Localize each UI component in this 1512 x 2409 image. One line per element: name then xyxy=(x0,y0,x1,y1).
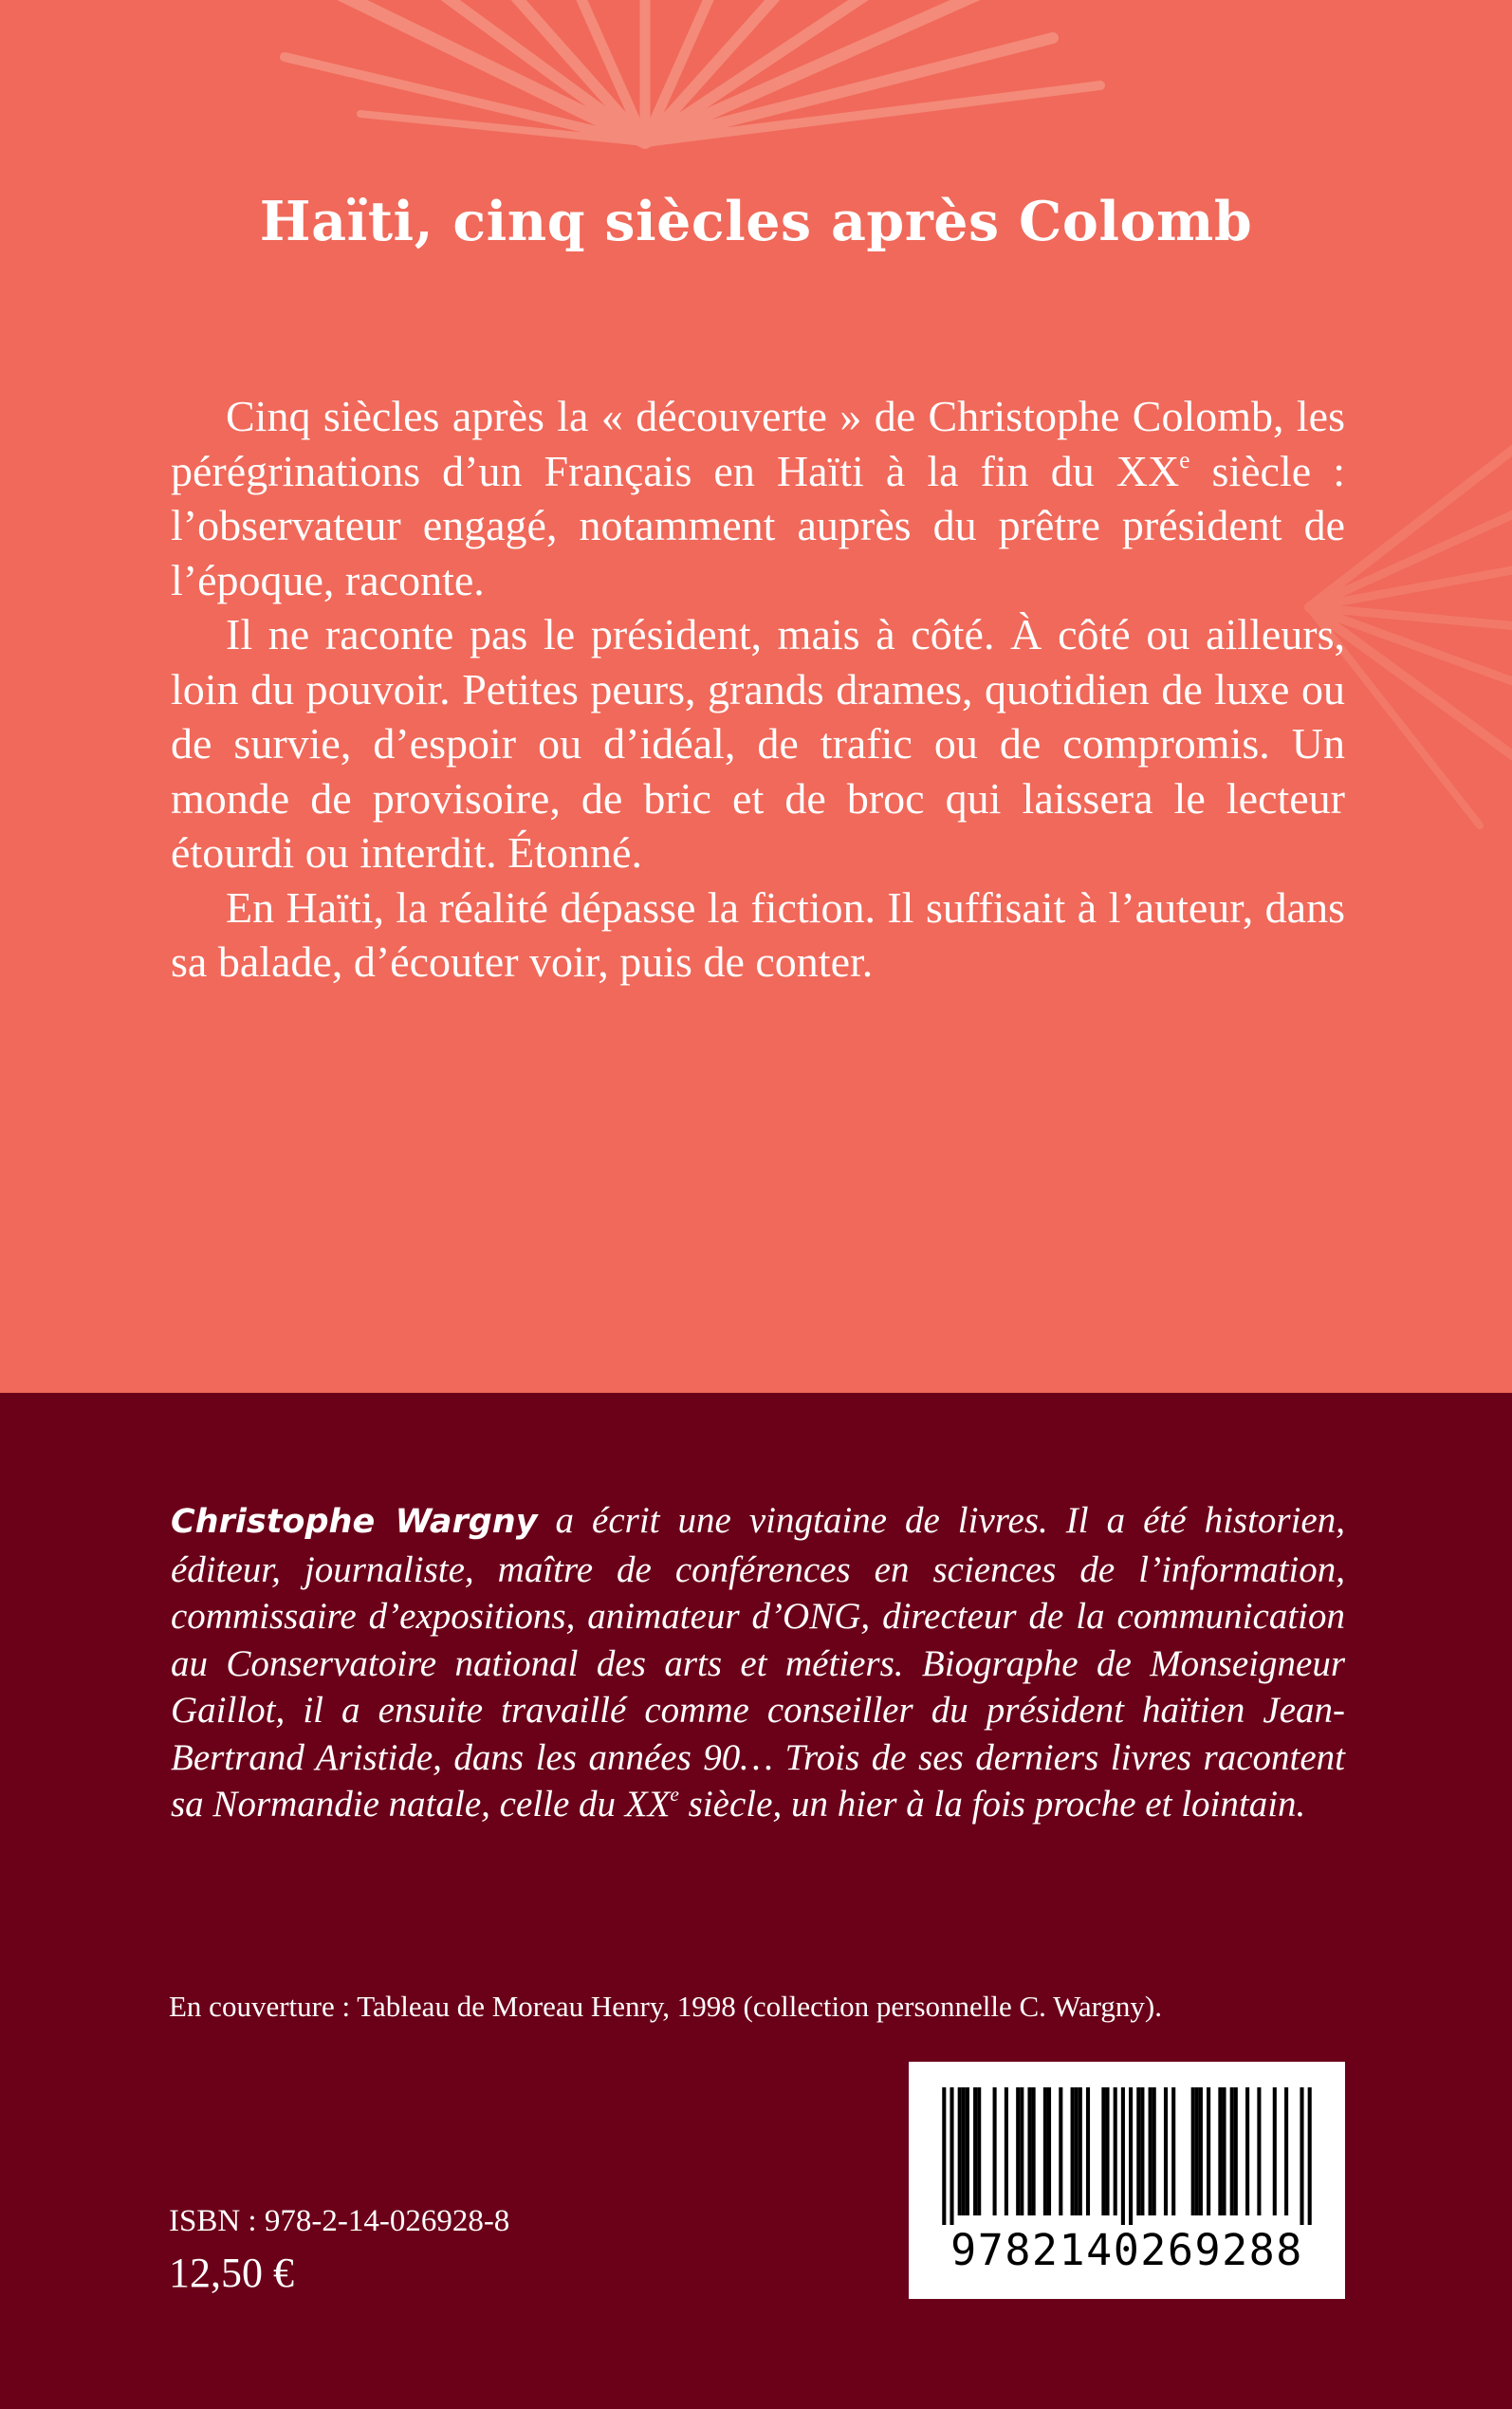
author-name: Christophe Wargny xyxy=(171,1503,538,1541)
cover-credit: En couverture : Tableau de Moreau Henry, 1998 (collection personnelle C. Wargny). xyxy=(169,1990,1162,2023)
barcode-bar xyxy=(1245,2087,1249,2215)
barcode-bar xyxy=(1284,2087,1288,2215)
barcode-bar xyxy=(1149,2087,1152,2215)
barcode-bar xyxy=(1071,2087,1075,2215)
barcode-bar xyxy=(966,2087,969,2215)
barcode-bar xyxy=(1273,2087,1277,2215)
barcode-bar xyxy=(993,2087,997,2215)
barcode-bar xyxy=(1059,2087,1062,2215)
bio-superscript: e xyxy=(670,1782,679,1806)
barcode-bar xyxy=(977,2087,981,2215)
barcode-bar xyxy=(1234,2087,1238,2215)
barcode-bar xyxy=(958,2087,962,2215)
barcode-bar xyxy=(973,2087,977,2215)
cover-bottom-panel xyxy=(0,1393,1512,2409)
barcode-bar xyxy=(1207,2087,1210,2215)
barcode-bar xyxy=(1005,2087,1008,2215)
barcode-bar xyxy=(1105,2087,1109,2215)
barcode-bar xyxy=(1020,2087,1023,2215)
barcode-bar xyxy=(1129,2087,1133,2225)
blurb-paragraph-2: Il ne raconte pas le président, mais à côté. À côté ou ailleurs, loin du pouvoir. Petites peurs, grands drames, quotidien de luxe ou de survie, d’espoir ou d’idéal, de trafic ou de compromis. Un monde de provisoire, de bric et de broc qui laissera le lecteur étourdi ou interdit. Étonné. xyxy=(171,610,1345,877)
isbn: ISBN : 978-2-14-026928-8 xyxy=(169,2204,510,2238)
barcode-bar xyxy=(1199,2087,1203,2215)
price: 12,50 € xyxy=(169,2250,294,2296)
barcode-bars xyxy=(928,2087,1326,2225)
barcode-bar xyxy=(1016,2087,1020,2215)
blurb-p1-end: siècle : l’observateur engagé, notamment auprès du prêtre président de l’époque, raconte. xyxy=(171,446,1345,604)
barcode-bar xyxy=(1218,2087,1222,2215)
blurb-p1-superscript: e xyxy=(1179,446,1190,473)
barcode-bar xyxy=(1032,2087,1036,2215)
author-bio-paragraph xyxy=(171,1497,1345,1828)
barcode-bar xyxy=(1140,2087,1144,2215)
barcode-bar xyxy=(950,2087,953,2225)
author-bio xyxy=(171,1497,1345,1828)
barcode-bar xyxy=(1195,2087,1199,2215)
barcode-bar xyxy=(942,2087,946,2225)
barcode-bar xyxy=(1043,2087,1047,2215)
book-title: Haïti, cinq siècles après Colomb xyxy=(259,190,1253,253)
bio-text-end: siècle, un hier à la fois proche et lointain. xyxy=(678,1784,1306,1825)
barcode-bar xyxy=(1171,2087,1175,2215)
barcode-bar xyxy=(962,2087,966,2215)
barcode-bar xyxy=(1152,2087,1156,2215)
barcode-bar xyxy=(1222,2087,1226,2215)
blurb-paragraph-1 xyxy=(171,389,1345,607)
barcode-bar xyxy=(1164,2087,1168,2215)
barcode-bar xyxy=(1079,2087,1082,2215)
barcode xyxy=(909,2062,1345,2299)
barcode-bar xyxy=(1114,2087,1117,2215)
barcode-bar xyxy=(1086,2087,1090,2215)
barcode-bar xyxy=(1191,2087,1195,2215)
barcode-bar xyxy=(1121,2087,1125,2225)
barcode-digits: 9782140269288 xyxy=(950,2225,1303,2275)
book-blurb xyxy=(171,389,1345,990)
barcode-bar xyxy=(1047,2087,1051,2215)
barcode-bar xyxy=(1308,2087,1312,2225)
blurb-p1-start: Cinq siècles après la « découverte » de Christophe Colomb, les pérégrinations d’un Français en Haïti à la fin du XX xyxy=(171,392,1345,495)
barcode-bar xyxy=(1101,2087,1105,2215)
barcode-bar xyxy=(1230,2087,1234,2215)
bio-text-start: a écrit une vingtaine de livres. Il a été historien, éditeur, journaliste, maître de conférences en sciences de l’information, commissaire d’expositions, animateur d’ONG, directeur de la communication au Conservatoire national des arts et métiers. Biographe de Monseigneur Gaillot, il a ensuite travaillé comme conseiller du président haïtien Jean-Bertrand Aristide, dans les années 90… Trois de ses derniers livres racontent sa Normandie natale, celle du XX xyxy=(171,1500,1345,1825)
barcode-bar xyxy=(1027,2087,1031,2215)
blurb-paragraph-3: En Haïti, la réalité dépasse la fiction. Il suffisait à l’auteur, dans sa balade, d’écouter voir, puis de conter. xyxy=(171,882,1345,986)
barcode-bar xyxy=(1136,2087,1140,2215)
barcode-bar xyxy=(1257,2087,1261,2215)
barcode-bar xyxy=(1300,2087,1303,2225)
barcode-bar xyxy=(1075,2087,1079,2215)
